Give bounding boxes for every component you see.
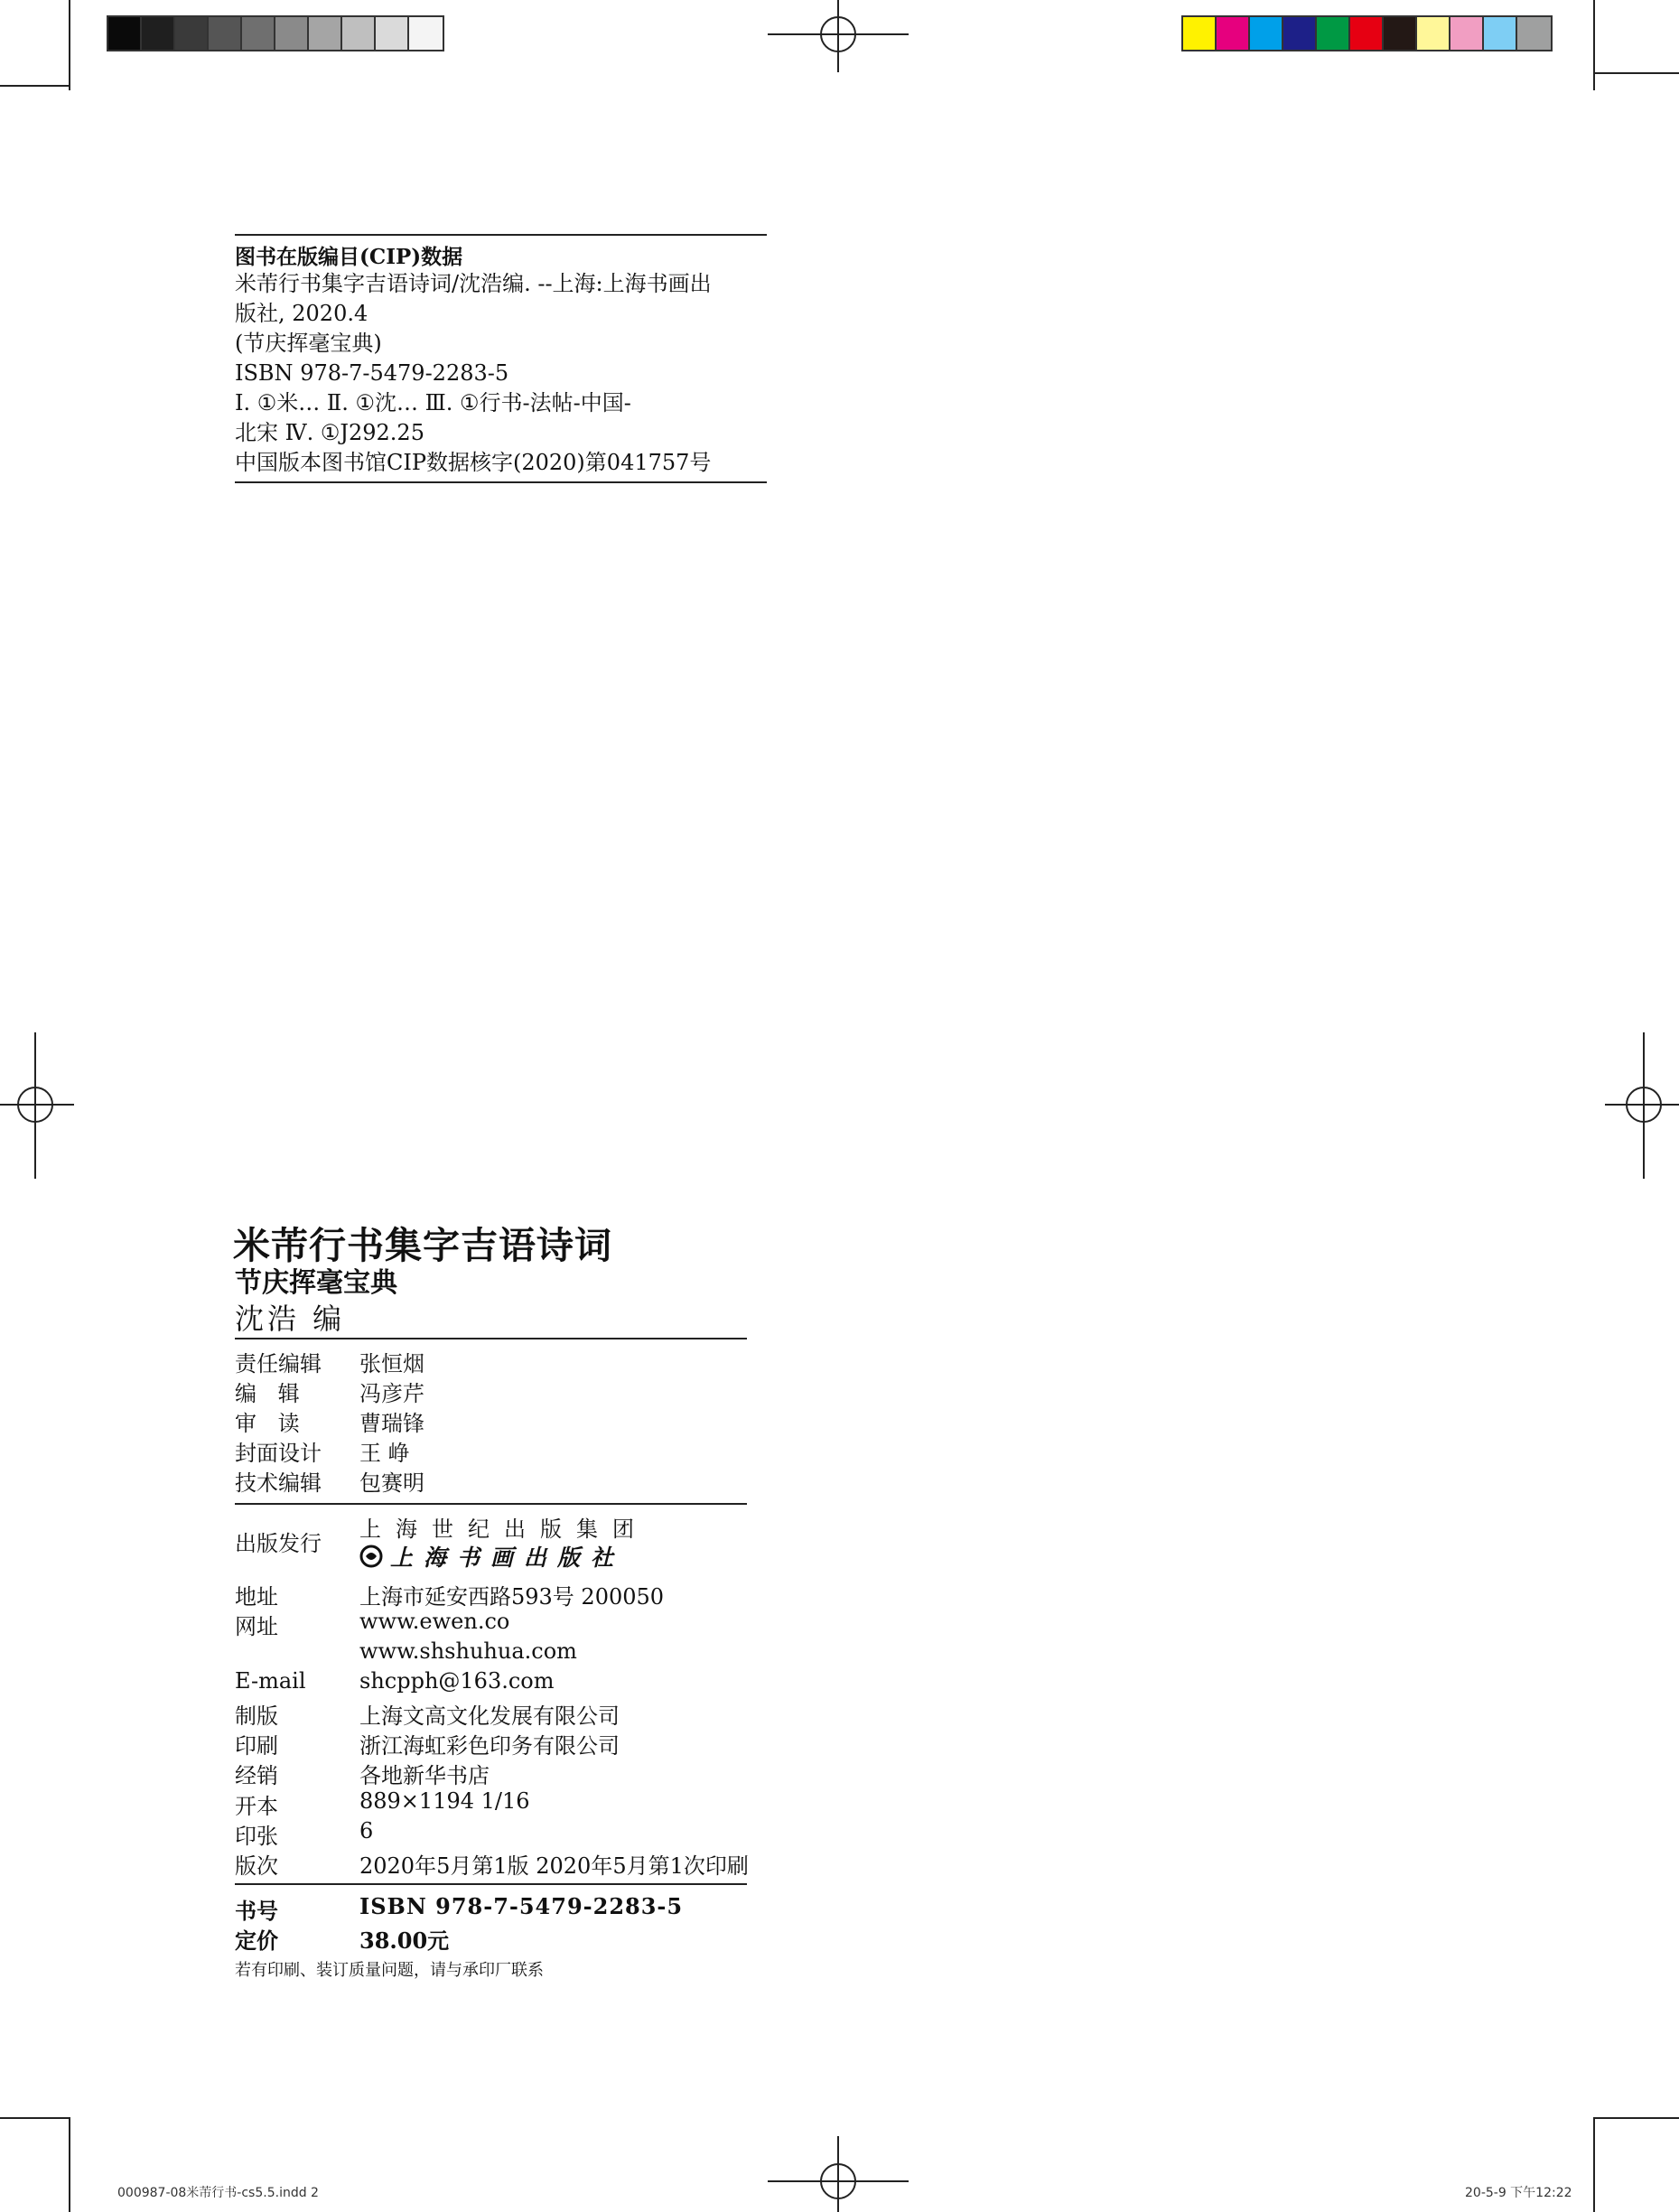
website-label: 网址 xyxy=(235,1614,278,1639)
slug-filename: 000987-08米芾行书-cs5.5.indd 2 xyxy=(117,2186,319,2200)
cip-line: ISBN 978-7-5479-2283-5 xyxy=(235,360,509,386)
plate-label: 制版 xyxy=(235,1703,278,1729)
cip-body xyxy=(235,269,712,478)
staff-role: 责任编辑 xyxy=(235,1351,322,1377)
gray-swatch xyxy=(376,17,409,50)
staff-name: 曹瑞锋 xyxy=(359,1411,424,1436)
color-swatch xyxy=(1450,17,1484,50)
color-swatch xyxy=(1517,17,1551,50)
cip-line: (节庆挥毫宝典) xyxy=(235,331,382,356)
title-rule xyxy=(235,1338,747,1339)
registration-mark-left xyxy=(0,1032,74,1179)
gray-swatch xyxy=(142,17,175,50)
cip-line: 版社, 2020.4 xyxy=(235,301,368,326)
website-link-1[interactable]: www.ewen.co xyxy=(359,1609,510,1634)
format-value: 889×1194 1/16 xyxy=(359,1788,530,1814)
isbn-value: ISBN 978-7-5479-2283-5 xyxy=(359,1893,684,1919)
staff-name: 王 峥 xyxy=(359,1441,410,1466)
cip-bottom-rule xyxy=(235,481,767,483)
price-value: 38.00元 xyxy=(359,1927,450,1954)
gray-swatch xyxy=(275,17,309,50)
publisher-name: 上海书画出版社 xyxy=(390,1545,625,1571)
color-swatch xyxy=(1250,17,1283,50)
publisher-logo-wordmark xyxy=(359,1540,624,1573)
distributor-value: 各地新华书店 xyxy=(359,1763,490,1788)
color-swatch xyxy=(1217,17,1250,50)
staff-name: 张恒烟 xyxy=(359,1351,424,1377)
gray-swatch xyxy=(108,17,142,50)
color-swatch xyxy=(1283,17,1317,50)
color-swatch xyxy=(1183,17,1217,50)
publisher-logo-icon xyxy=(359,1545,383,1568)
color-swatch xyxy=(1384,17,1417,50)
publisher-group: 上海世纪出版集团 xyxy=(359,1517,648,1542)
distributor-label: 经销 xyxy=(235,1763,278,1788)
address-value: 上海市延安西路593号 200050 xyxy=(359,1584,665,1610)
publisher-label: 出版发行 xyxy=(235,1531,322,1556)
printer-value: 浙江海虹彩色印务有限公司 xyxy=(359,1733,620,1759)
slug-timestamp: 20-5-9 下午12:22 xyxy=(1465,2186,1572,2200)
color-swatch xyxy=(1317,17,1350,50)
color-control-strip xyxy=(1181,15,1553,51)
registration-mark-top xyxy=(766,0,910,72)
gray-swatch xyxy=(409,17,443,50)
plate-value: 上海文高文化发展有限公司 xyxy=(359,1703,620,1729)
printer-label: 印刷 xyxy=(235,1733,278,1759)
price-label: 定价 xyxy=(235,1927,278,1954)
gray-swatch xyxy=(175,17,209,50)
staff-role: 审 读 xyxy=(235,1411,307,1436)
cip-line: 北宋 Ⅳ. ①J292.25 xyxy=(235,420,424,445)
sheets-label: 印张 xyxy=(235,1824,278,1849)
edition-label: 版次 xyxy=(235,1853,278,1879)
color-swatch xyxy=(1484,17,1517,50)
staff-role: 编 辑 xyxy=(235,1381,307,1406)
staff-role: 封面设计 xyxy=(235,1441,322,1466)
address-label: 地址 xyxy=(235,1584,278,1610)
quality-notice-text: 若有印刷、装订质量问题，请与承印厂联系 xyxy=(235,1961,544,1980)
edition-value: 2020年5月第1版 2020年5月第1次印刷 xyxy=(359,1853,749,1879)
book-title: 米芾行书集字吉语诗词 xyxy=(233,1224,612,1267)
staff-name: 包赛明 xyxy=(359,1470,424,1496)
staff-role: 技术编辑 xyxy=(235,1470,322,1496)
grayscale-control-strip xyxy=(107,15,444,51)
staff-name: 冯彦芹 xyxy=(359,1381,424,1406)
details-rule xyxy=(235,1883,747,1885)
sheets-value: 6 xyxy=(359,1818,374,1843)
registration-mark-right xyxy=(1603,1032,1679,1179)
author-line: 沈浩 编 xyxy=(235,1302,346,1336)
cip-line: 米芾行书集字吉语诗词/沈浩编. --上海:上海书画出 xyxy=(235,271,712,296)
format-label: 开本 xyxy=(235,1794,278,1819)
gray-swatch xyxy=(309,17,342,50)
gray-swatch xyxy=(209,17,242,50)
website-link-2[interactable]: www.shshuhua.com xyxy=(359,1638,577,1664)
quality-notice xyxy=(235,1957,544,1981)
color-swatch xyxy=(1417,17,1450,50)
series-name: 节庆挥毫宝典 xyxy=(235,1267,397,1299)
cip-top-rule xyxy=(235,234,767,236)
cip-heading: 图书在版编目(CIP)数据 xyxy=(235,245,463,269)
registration-mark-bottom xyxy=(766,2136,910,2212)
email-link[interactable]: shcpph@163.com xyxy=(359,1668,555,1694)
isbn-label: 书号 xyxy=(235,1898,278,1924)
cip-line: Ⅰ. ①米… Ⅱ. ①沈… Ⅲ. ①行书-法帖-中国- xyxy=(235,390,631,415)
staff-rule xyxy=(235,1503,747,1505)
gray-swatch xyxy=(342,17,376,50)
email-label: E-mail xyxy=(235,1668,306,1694)
color-swatch xyxy=(1350,17,1384,50)
gray-swatch xyxy=(242,17,275,50)
cip-line: 中国版本图书馆CIP数据核字(2020)第041757号 xyxy=(235,450,712,475)
